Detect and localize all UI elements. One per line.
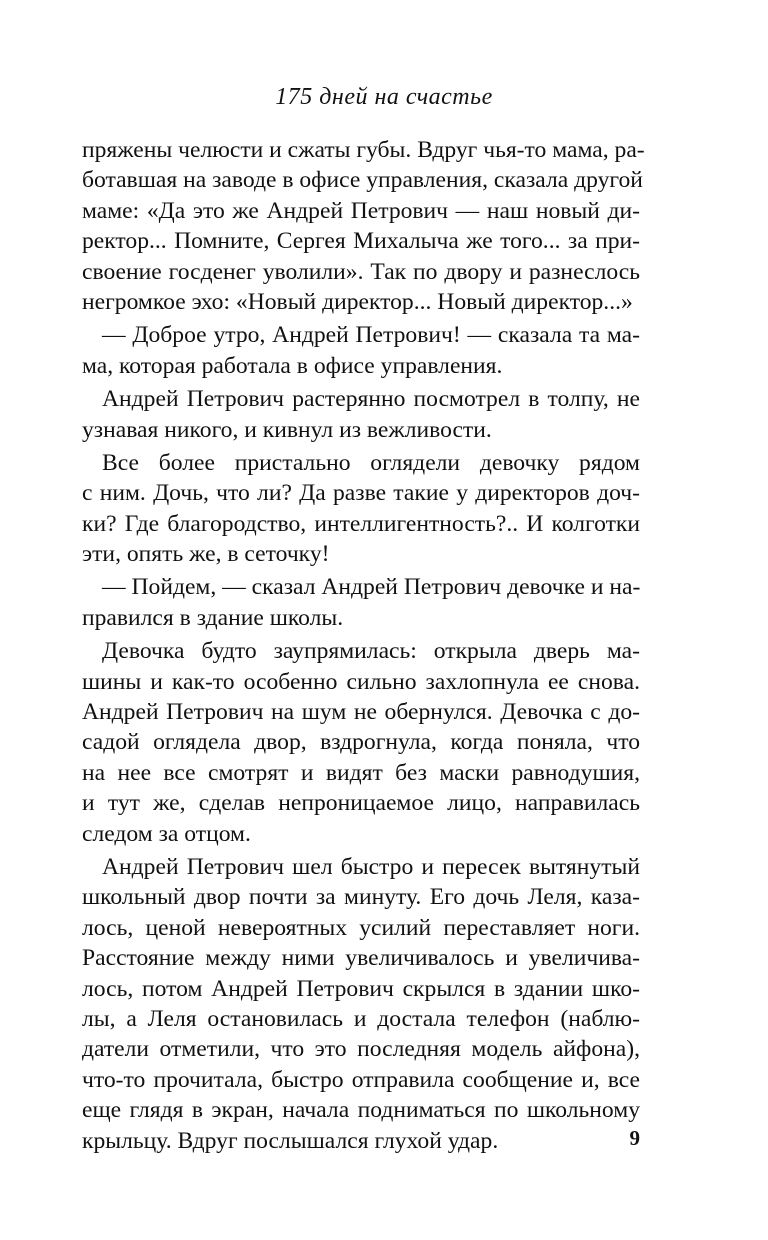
text-line: шины и как-то особенно сильно захлопнула ее снова. [82, 668, 640, 695]
text-line: ма, которая работала в офисе управления. [82, 352, 503, 379]
body-text [82, 135, 645, 1156]
text-line: пряжены челюсти и сжаты губы. Вдруг чья-то мама, ра- [82, 137, 645, 163]
paragraph [82, 384, 640, 445]
text-line: еще глядя в экран, начала подниматься по школьному [82, 1097, 640, 1124]
text-line: Андрей Петрович шел быстро и пересек вытянутый [102, 853, 640, 880]
text-line: узнавая никого, и кивнул из вежливости. [82, 416, 492, 443]
text-line: Все более пристально оглядели девочку рядом [102, 449, 640, 476]
text-line: на нее все смотрят и видят без маски равнодушия, [82, 759, 640, 786]
paragraph [82, 320, 640, 381]
paragraph [82, 135, 645, 317]
text-line: лы, а Леля остановилась и достала телефон (наблю- [82, 1005, 640, 1032]
text-line: садой оглядела двор, вздрогнула, когда поняла, что [82, 729, 640, 756]
text-line: что-то прочитала, быстро отправила сообщение и, все [82, 1066, 640, 1093]
text-line: негромкое эхо: «Новый директор... Новый директор...» [82, 288, 633, 315]
text-line: с ним. Дочь, что ли? Да разве такие у директоров доч- [82, 480, 640, 507]
text-line: своение госденег уволили». Так по двору и разнеслось [82, 258, 640, 285]
text-line: школьный двор почти за минуту. Его дочь Леля, каза- [82, 884, 640, 911]
text-line: датели отметили, что это последняя модель айфона), [82, 1036, 640, 1063]
text-line: следом за отцом. [82, 820, 251, 847]
paragraph [82, 852, 640, 1156]
running-head-title: 175 дней на счастье [275, 84, 493, 110]
text-line: — Доброе утро, Андрей Петрович! — сказала та ма- [102, 322, 640, 349]
paragraph [82, 448, 640, 570]
text-line: эти, опять же, в сеточку! [82, 541, 330, 568]
text-line: ректор... Помните, Сергея Михалыча же того... за при- [82, 228, 640, 255]
paragraph [82, 636, 640, 849]
text-line: крыльцу. Вдруг послышался глухой удар. [82, 1127, 499, 1154]
page-number: 9 [629, 1126, 640, 1150]
text-line: — Пойдем, — сказал Андрей Петрович девочке и на- [102, 574, 641, 601]
text-line: ки? Где благородство, интеллигентность?.. И колготки [82, 510, 640, 537]
text-line: Андрей Петрович на шум не обернулся. Девочка с до- [82, 699, 640, 726]
paragraph [82, 572, 640, 633]
text-line: Девочка будто заупрямилась: открыла дверь ма- [102, 638, 640, 665]
text-line: лось, ценой невероятных усилий переставляет ноги. [82, 914, 640, 941]
text-line: Андрей Петрович растерянно посмотрел в толпу, не [102, 386, 640, 413]
text-line: Расстояние между ними увеличивалось и увеличива- [82, 945, 640, 972]
text-line: маме: «Да это же Андрей Петрович — наш новый ди- [82, 197, 640, 224]
text-line: и тут же, сделав непроницаемое лицо, направилась [82, 790, 640, 817]
text-line: лось, потом Андрей Петрович скрылся в здании шко- [82, 975, 640, 1002]
text-line: правился в здание школы. [82, 604, 344, 631]
text-line: ботавшая на заводе в офисе управления, сказала другой [82, 167, 643, 194]
